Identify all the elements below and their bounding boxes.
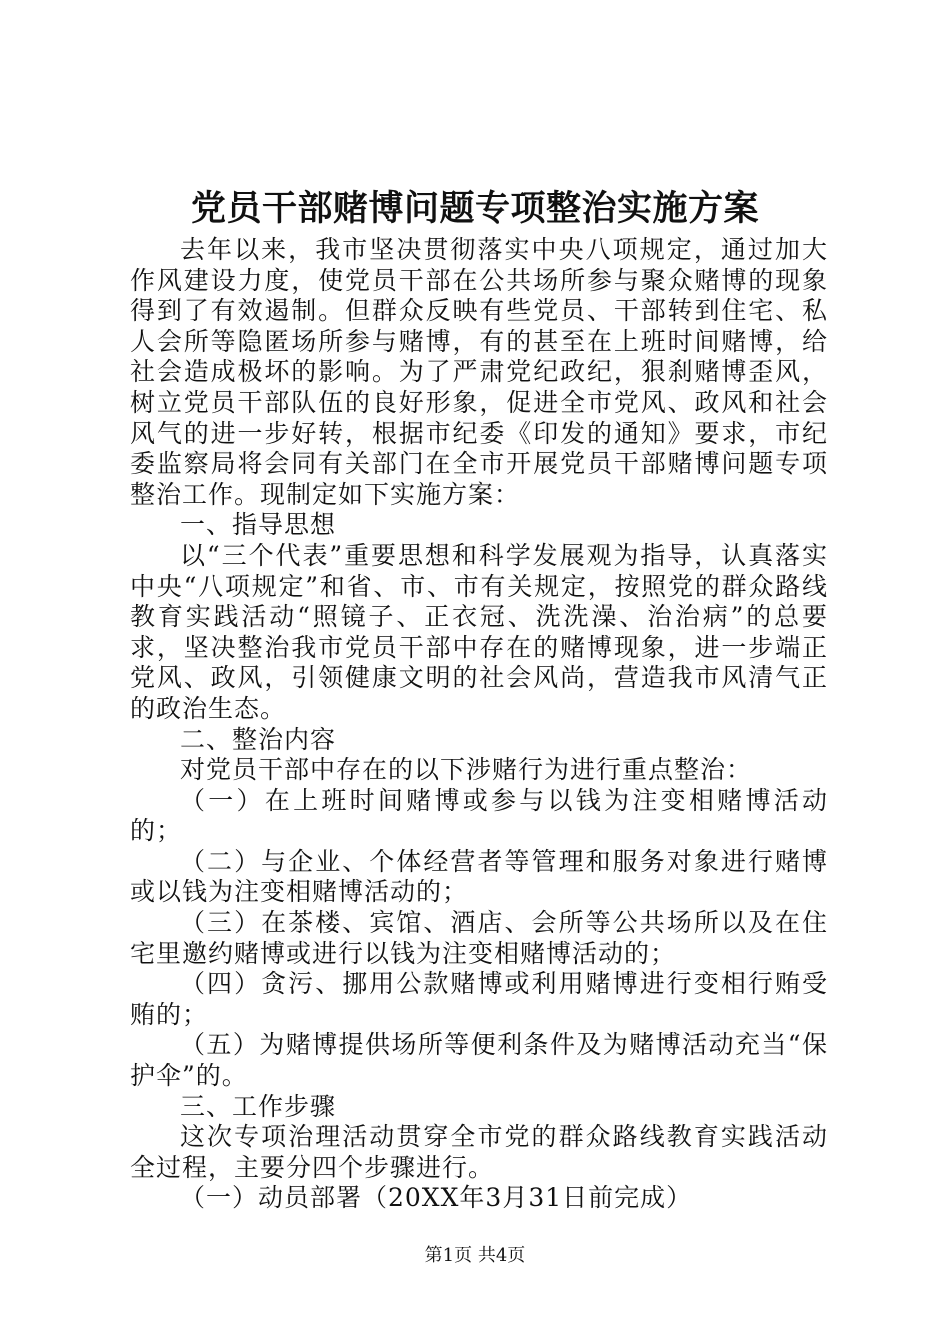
section-heading-guiding-ideology: 一、指导思想 (180, 510, 337, 540)
rectification-item-2: （二）与企业、个体经营者等管理和服务对象进行赌博或以钱为注变相赌博活动的； (130, 846, 828, 907)
document-body (130, 235, 828, 1214)
rectification-item-4: （四）贪污、挪用公款赌博或利用赌博进行变相行贿受贿的； (130, 969, 828, 1029)
section-heading-rectification-content: 二、整治内容 (180, 724, 337, 754)
rectification-item-1: （一）在上班时间赌博或参与以钱为注变相赌博活动的； (130, 785, 828, 846)
rectification-item-3: （三）在茶楼、宾馆、酒店、会所等公共场所以及在住宅里邀约赌博或进行以钱为注变相赌博活动的； (130, 908, 828, 968)
intro-paragraph: 去年以来，我市坚决贯彻落实中央八项规定，通过加大作风建设力度，使党员干部在公共场所参与聚众赌博的现象得到了有效遏制。但群众反映有些党员、干部转到住宅、私人会所等隐匿场所参与赌博，有的甚至在上班时间赌博，给社会造成极坏的影响。为了严肃党纪政纪，狠刹赌博歪风，树立党员干部队伍的良好形象，促进全市党风、政风和社会风气的进一步好转，根据市纪委《印发的通知》要求，市纪委监察局将会同有关部门在全市开展党员干部赌博问题专项整治工作。现制定如下实施方案： (130, 235, 828, 509)
guiding-ideology-paragraph: 以“三个代表”重要思想和科学发展观为指导，认真落实中央“八项规定”和省、市、市有关规定，按照党的群众路线教育实践活动“照镜子、正衣冠、洗洗澡、治治病”的总要求，坚决整治我市党员干部中存在的赌博现象，进一步端正党风、政风，引领健康文明的社会风尚，营造我市风清气正的政治生态。 (130, 540, 828, 723)
work-step-1: （一）动员部署（20XX年3月31日前完成） (180, 1183, 693, 1213)
page-footer: 第1页 共4页 (424, 1245, 526, 1266)
work-steps-paragraph: 这次专项治理活动贯穿全市党的群众路线教育实践活动全过程，主要分四个步骤进行。 (130, 1122, 828, 1182)
rectification-intro-paragraph: 对党员干部中存在的以下涉赌行为进行重点整治： (180, 755, 753, 785)
rectification-item-5: （五）为赌博提供场所等便利条件及为赌博活动充当“保护伞”的。 (130, 1030, 828, 1091)
document-title: 党员干部赌博问题专项整治实施方案 (190, 188, 759, 229)
section-heading-work-steps: 三、工作步骤 (180, 1091, 337, 1121)
